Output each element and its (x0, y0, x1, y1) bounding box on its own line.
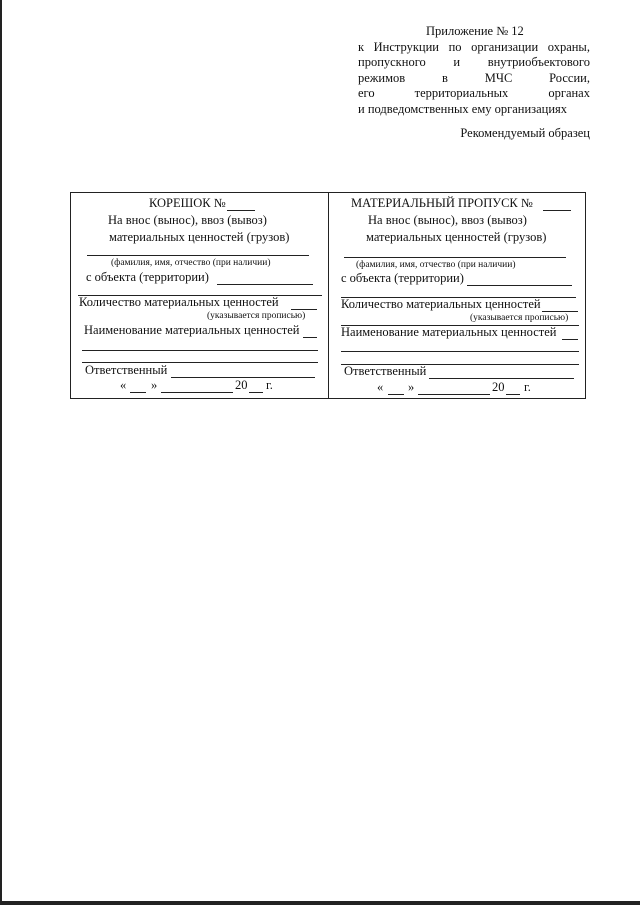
pass-date-day-field[interactable] (388, 394, 404, 395)
word: России, (549, 70, 590, 85)
stub-from-object-label: с объекта (территории) (86, 270, 209, 284)
stub-items-field[interactable] (303, 337, 317, 338)
pass-date-year: 20 (492, 380, 505, 394)
pass-date-month-field[interactable] (418, 394, 490, 395)
word: по (448, 39, 462, 54)
stub-date-day-field[interactable] (130, 392, 146, 393)
pass-date-year-field[interactable] (506, 394, 520, 395)
pass-date-suffix: г. (524, 380, 531, 394)
stub-quantity-field[interactable] (291, 309, 317, 310)
stub-items-label: Наименование материальных ценностей (84, 323, 300, 337)
stub-subtitle-2: материальных ценностей (грузов) (109, 230, 290, 244)
word: органах (548, 86, 590, 101)
pass-quantity-field[interactable] (542, 311, 578, 312)
word: его (358, 86, 375, 101)
pass-subtitle-2: материальных ценностей (грузов) (366, 230, 547, 244)
stub-date-open: « (120, 378, 127, 392)
stub-number-field[interactable] (227, 210, 255, 211)
word: Инструкции (373, 39, 439, 54)
stub-date-year: 20 (235, 378, 248, 392)
pass-subtitle-1: На внос (вынос), ввоз (вывоз) (368, 213, 527, 227)
word: территориальных (414, 86, 509, 101)
word: в (442, 70, 448, 85)
pass-responsible-label: Ответственный (344, 364, 427, 378)
word: организации (471, 39, 539, 54)
appendix-line-5: и подведомственных ему организациях (358, 101, 568, 116)
appendix-line-1 (358, 40, 590, 56)
appendix-line-3 (358, 71, 590, 87)
stub-date-close: » (151, 378, 158, 392)
pass-object-field[interactable] (467, 285, 572, 286)
stub-object-field[interactable] (217, 284, 313, 285)
stub-date-suffix: г. (266, 378, 273, 392)
stub-items-field-2[interactable] (82, 350, 318, 351)
stub-responsible-label: Ответственный (85, 363, 168, 377)
page-edge-left (0, 0, 2, 905)
pass-number-field[interactable] (543, 210, 571, 211)
sample-label: Рекомендуемый образец (460, 126, 590, 140)
appendix-line-4 (358, 86, 590, 102)
appendix-title: Приложение № 12 (426, 24, 524, 38)
word: внутриобъектового (487, 55, 590, 70)
stub-subtitle-1: На внос (вынос), ввоз (вывоз) (108, 213, 267, 227)
appendix-header (358, 24, 590, 118)
stub-date-year-field[interactable] (249, 392, 263, 393)
stub-name-field[interactable] (87, 255, 309, 256)
stub-section (71, 193, 328, 398)
pass-section (330, 193, 585, 398)
pass-quantity-hint: (указывается прописью) (470, 313, 569, 323)
pass-responsible-field[interactable] (429, 378, 574, 379)
stub-name-hint: (фамилия, имя, отчество (при наличии) (111, 258, 271, 268)
word: пропускного (358, 55, 426, 70)
word: режимов (358, 70, 406, 85)
stub-quantity-hint: (указывается прописью) (207, 311, 306, 321)
stub-title: КОРЕШОК № (149, 196, 226, 210)
pass-items-label: Наименование материальных ценностей (341, 325, 557, 339)
pass-form (70, 192, 586, 399)
pass-title: МАТЕРИАЛЬНЫЙ ПРОПУСК № (351, 196, 533, 210)
pass-from-object-label: с объекта (территории) (341, 271, 464, 285)
page-edge-bottom (0, 901, 640, 905)
word: МЧС (484, 70, 513, 85)
word: к (358, 39, 365, 54)
pass-name-field[interactable] (344, 257, 566, 258)
word: охраны, (547, 39, 590, 54)
pass-quantity-label: Количество материальных ценностей (341, 297, 541, 311)
pass-items-field[interactable] (562, 339, 578, 340)
stub-quantity-label: Количество материальных ценностей (79, 295, 279, 309)
appendix-line-2 (358, 55, 590, 71)
stub-date-month-field[interactable] (161, 392, 233, 393)
pass-date-open: « (377, 380, 384, 394)
pass-date-close: » (408, 380, 415, 394)
pass-name-hint: (фамилия, имя, отчество (при наличии) (356, 260, 516, 270)
pass-items-field-2[interactable] (341, 351, 579, 352)
word: и (453, 55, 461, 70)
